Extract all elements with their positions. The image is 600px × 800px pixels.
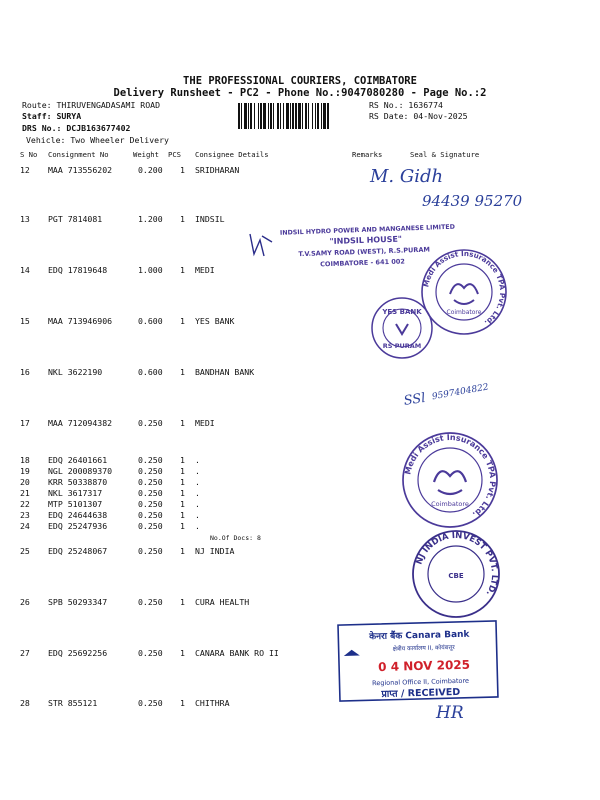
yes-bank-stamp	[370, 296, 434, 360]
route-label: Route: THIRUVENGADASAMI ROAD	[22, 100, 161, 110]
svg-text:Regional Office II, Coimbatore: Regional Office II, Coimbatore	[371, 676, 470, 688]
runsheet-title: Delivery Runsheet - PC2 - Phone No.:9047080280 - Page No.:2	[113, 87, 487, 99]
svg-text:SSl: SSl	[402, 390, 427, 409]
svg-text:HR: HR	[436, 703, 464, 723]
svg-text:0 4 NOV 2025: 0 4 NOV 2025	[378, 657, 471, 675]
svg-text:Coimbatore: Coimbatore	[431, 500, 469, 508]
svg-text:NJ INDIA INVEST PVT. LTD.: NJ INDIA INVEST PVT. LTD.	[414, 530, 500, 598]
svg-text:YES BANK: YES BANK	[382, 308, 422, 316]
col-pcs: PCS	[168, 150, 181, 159]
runsheet-page: THE PROFESSIONAL COURIERS, COIMBATORE Delivery Runsheet - PC2 - Phone No.:9047080280 - Page No.:2 Route: THIRUVENGADASAMI ROAD Staff: SURYA DRS No.: DCJB163677402 Vehicle: Two Wheeler Delivery RS No.: 1636774 RS Date: 04-Nov-2025 S No Consignment No Weight PCS Consignee Details Remarks Seal & Signature 12 MAA 713556202 0.200 1 SRIDHARAN 13 PGT 7814081 1.200 1 INDSIL 14 EDQ 17819648 1.000 1 MEDI 15 MAA 713946906 0.600 1 YES BANK 16 NKL 3622190 0.600 1 BANDHAN BANK 17 MAA 712094382 0.250 1 MEDI 18 EDQ 26401661 0.250 1 . 19 NGL 200089370 0.250 1 . 20 KRR 50338870 0.250 1 . 21 NKL 3617317 0.250 1 . 22 MTP 5101307 0.250 1 . 23 EDQ 24644638 0.250 1 . 24 EDQ 25247936 0.250 1 . No.Of Docs: 8 25 EDQ 25248067 0.250 1 NJ INDIA 26 SPB 50293347 0.250 1 CURA HEALTH 27 EDQ 25692256 0.250 1 CANARA BANK RO II 28 STR 855121 0.250 1 CHITHRA M. Gidh 94439 95270 INDSIL HYDRO POWER AND MANGANESE LIMITED "INDSIL HOUSE" T.V.SAMY ROAD (WEST), R.S.PURAM COIMBATORE - 641 002 Medi Assist Insurance TPA Pvt. Ltd. Coimbatore YES BANK RS PURAM SSl 9597404822 Medi Assist Insurance TPA Pvt. Ltd. Coimbatore NJ INDIA INVEST PVT. LTD. CBE केनरा बैंक Canara Bank क्षेत्रीय कार्यालय II, कोयंबत्तूर 0 4 NOV 2025 Regional Office II, Coimbatore प्राप्त / RECEIVED HR	[0, 0, 600, 800]
signature-row28	[430, 690, 480, 730]
company-title: THE PROFESSIONAL COURIERS, COIMBATORE	[183, 75, 417, 87]
svg-text:प्राप्त / RECEIVED: प्राप्त / RECEIVED	[381, 686, 461, 700]
svg-text:केनरा बैंक Canara Bank: केनरा बैंक Canara Bank	[369, 629, 470, 643]
svg-text:INDSIL HYDRO POWER AND MANGANE: INDSIL HYDRO POWER AND MANGANESE LIMITED	[279, 223, 456, 237]
svg-text:9597404822: 9597404822	[431, 382, 490, 403]
svg-text:Medi Assist Insurance TPA Pvt.: Medi Assist Insurance TPA Pvt. Ltd.	[421, 248, 508, 328]
no-of-docs: No.Of Docs: 8	[210, 534, 261, 542]
signature-row12	[360, 160, 570, 216]
svg-text:CBE: CBE	[448, 572, 464, 580]
col-consignee: Consignee Details	[195, 150, 269, 159]
col-consignment: Consignment No	[48, 150, 109, 159]
vehicle-label: Vehicle: Two Wheeler Delivery	[26, 135, 169, 145]
rs-date-label: RS Date: 04-Nov-2025	[369, 111, 468, 121]
handwritten-phone: 94439 95270	[422, 192, 523, 210]
svg-text:RS PURAM: RS PURAM	[382, 342, 422, 350]
svg-text:क्षेत्रीय कार्यालय II, कोयंबत्: क्षेत्रीय कार्यालय II, कोयंबत्तूर	[392, 644, 455, 653]
signature-row16	[400, 362, 560, 412]
barcode	[238, 103, 366, 129]
svg-text:Medi Assist Insurance TPA Pvt.: Medi Assist Insurance TPA Pvt. Ltd.	[403, 432, 498, 520]
svg-text:"INDSIL HOUSE": "INDSIL HOUSE"	[329, 234, 403, 247]
medi-assist-stamp-2	[400, 430, 500, 530]
svg-text:Coimbatore: Coimbatore	[446, 309, 482, 316]
col-remarks: Remarks	[352, 150, 383, 159]
handwritten-signature: M. Gidh	[370, 166, 444, 187]
nj-india-stamp	[410, 528, 502, 620]
rs-no-label: RS No.: 1636774	[369, 100, 443, 110]
col-sno: S No	[20, 150, 38, 159]
svg-text:T.V.SAMY ROAD (WEST), R.S.PURA: T.V.SAMY ROAD (WEST), R.S.PURAM	[298, 245, 431, 259]
drs-label: DRS No.: DCJB163677402	[22, 123, 131, 133]
col-weight: Weight	[133, 150, 159, 159]
staff-label: Staff: SURYA	[22, 111, 82, 121]
col-seal: Seal & Signature	[410, 150, 480, 159]
svg-text:COIMBATORE - 641 002: COIMBATORE - 641 002	[320, 257, 406, 269]
